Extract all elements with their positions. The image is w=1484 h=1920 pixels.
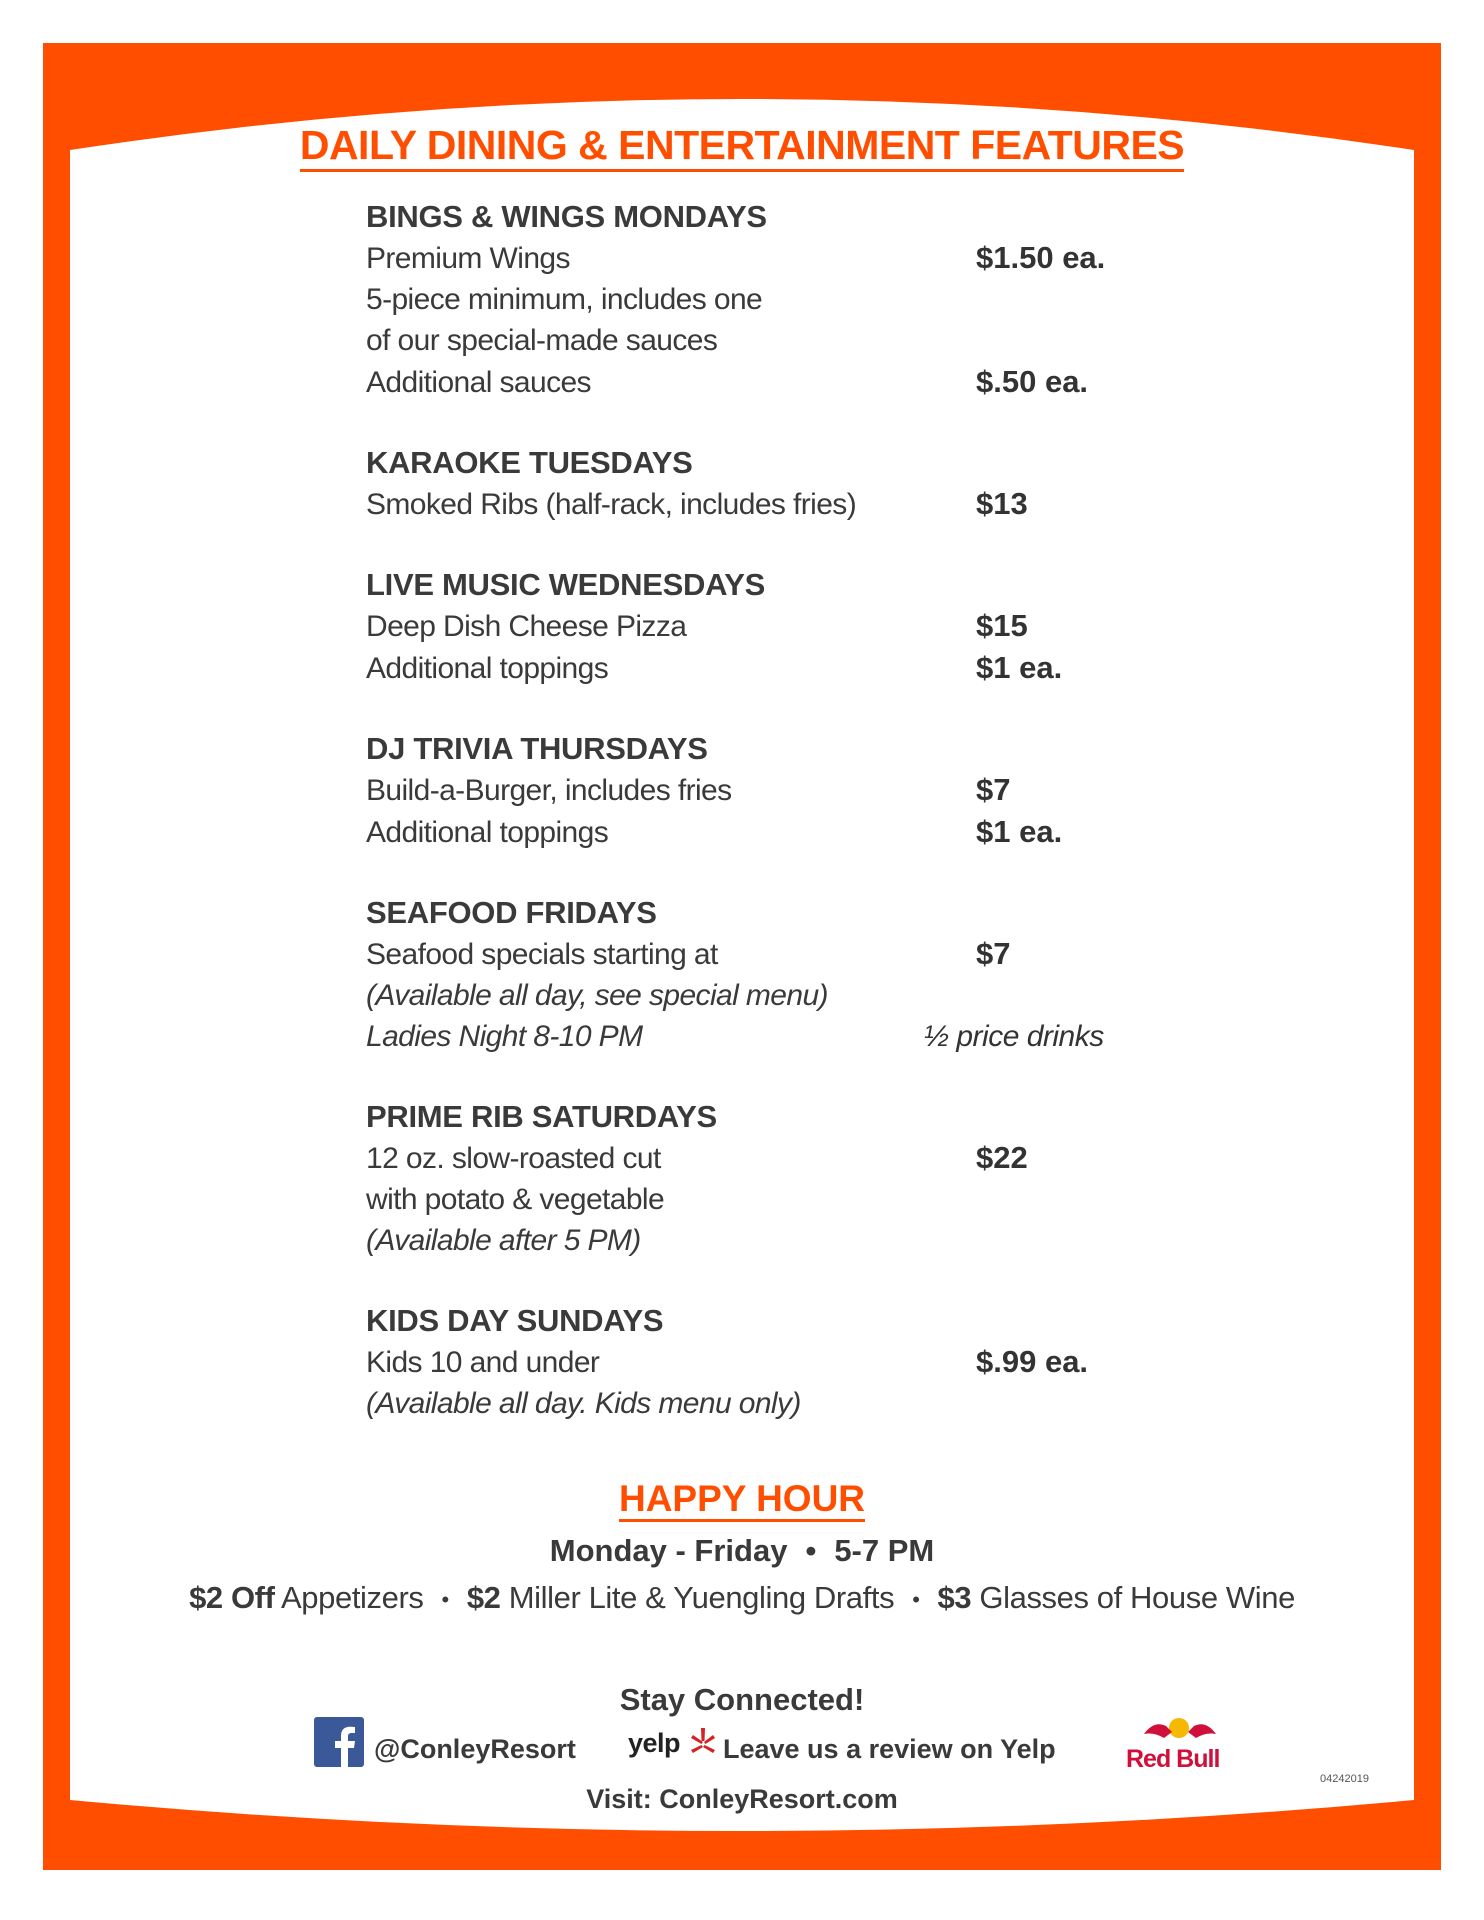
menu-item: Additional toppings (366, 652, 609, 685)
menu-row (366, 605, 1126, 647)
menu-row (366, 320, 1126, 361)
menu-item: (Available after 5 PM) (366, 1224, 641, 1257)
section-title: KIDS DAY SUNDAYS (366, 1303, 664, 1338)
menu-item: Smoked Ribs (half-rack, includes fries) (366, 488, 857, 521)
menu-item: (Available all day. Kids menu only) (366, 1387, 801, 1420)
happy-hour-schedule (0, 1533, 1484, 1569)
menu-price: $7 (976, 936, 1011, 971)
menu-row (366, 933, 1126, 975)
menu-row (366, 237, 1126, 279)
menu-price: $7 (976, 772, 1011, 807)
menu-row (366, 1137, 1126, 1179)
menu-row (366, 647, 1126, 689)
menu-price: $22 (976, 1140, 1028, 1175)
menu-section (366, 197, 1126, 403)
menu-row (366, 1179, 1126, 1220)
menu-item: Seafood specials starting at (366, 938, 718, 971)
happy-hour-deals (0, 1580, 1484, 1616)
deal-text: Glasses of House Wine (971, 1580, 1295, 1615)
menu-row (366, 361, 1126, 403)
menu-price: $1.50 ea. (976, 240, 1106, 275)
menu-section (366, 893, 1126, 1057)
section-title: DJ TRIVIA THURSDAYS (366, 731, 708, 766)
section-title: SEAFOOD FRIDAYS (366, 895, 657, 930)
section-title: KARAOKE TUESDAYS (366, 445, 693, 480)
section-title: LIVE MUSIC WEDNESDAYS (366, 567, 766, 602)
happy-hour-days: Monday - Friday (549, 1533, 788, 1568)
menu-section (366, 443, 1126, 525)
menu-row (366, 483, 1126, 525)
menu-price: $1 ea. (976, 814, 1063, 849)
section-title: PRIME RIB SATURDAYS (366, 1099, 717, 1134)
facebook-icon[interactable] (314, 1717, 364, 1767)
menu-price: $13 (976, 486, 1028, 521)
deal-separator: • (912, 1586, 920, 1612)
deal-text: Appetizers (274, 1580, 424, 1615)
facebook-handle[interactable]: @ConleyResort (374, 1734, 576, 1764)
deal-price: $3 (937, 1580, 972, 1615)
deal-price: $2 (466, 1580, 501, 1615)
menu-item: Additional sauces (366, 366, 591, 399)
happy-hour-time: 5-7 PM (834, 1533, 935, 1568)
menu-item: Kids 10 and under (366, 1346, 600, 1379)
menu-row (366, 1383, 1126, 1424)
menu-section (366, 1301, 1126, 1424)
deal-separator: • (441, 1586, 449, 1612)
page-title: DAILY DINING & ENTERTAINMENT FEATURES (0, 122, 1484, 169)
menu-price: $.50 ea. (976, 364, 1089, 399)
menu-item: Ladies Night 8-10 PM (366, 1020, 643, 1053)
menu-item: 12 oz. slow-roasted cut (366, 1142, 661, 1175)
menu-row (366, 279, 1126, 320)
menu-row (366, 975, 1126, 1016)
yelp-review-link[interactable]: Leave us a review on Yelp (723, 1734, 1056, 1764)
menu-item: of our special-made sauces (366, 324, 718, 357)
menu-item: (Available all day, see special menu) (366, 979, 828, 1012)
menu-price: $15 (976, 608, 1028, 643)
menu-row (366, 1341, 1126, 1383)
happy-hour-title: HAPPY HOUR (0, 1478, 1484, 1520)
deal-price: $2 Off (189, 1580, 275, 1615)
menu-item: Build-a-Burger, includes fries (366, 774, 732, 807)
menu-list (366, 197, 1126, 1464)
yelp-burst-icon (688, 1726, 718, 1760)
menu-item: Deep Dish Cheese Pizza (366, 610, 687, 643)
menu-row (366, 769, 1126, 811)
menu-price: $1 ea. (976, 650, 1063, 685)
website-link[interactable]: Visit: ConleyResort.com (586, 1784, 898, 1814)
menu-price: $.99 ea. (976, 1344, 1089, 1379)
separator-dot: • (805, 1533, 817, 1568)
menu-item: Additional toppings (366, 816, 609, 849)
yelp-logo-text[interactable]: yelp (628, 1728, 681, 1758)
deal-text: Miller Lite & Yuengling Drafts (500, 1580, 895, 1615)
menu-row (366, 1220, 1126, 1261)
red-bull-logo-text: Red Bull (1126, 1745, 1220, 1773)
menu-section (366, 729, 1126, 853)
menu-section (366, 565, 1126, 689)
document-code: 04242019 (1320, 1773, 1369, 1785)
menu-item: 5-piece minimum, includes one (366, 283, 763, 316)
menu-price: ½ price drinks (924, 1020, 1104, 1053)
menu-item: with potato & vegetable (366, 1183, 665, 1216)
menu-section (366, 1097, 1126, 1261)
menu-row (366, 811, 1126, 853)
menu-row (366, 1016, 1126, 1057)
section-title: BINGS & WINGS MONDAYS (366, 199, 767, 234)
menu-item: Premium Wings (366, 242, 570, 275)
stay-connected-heading: Stay Connected! (619, 1682, 865, 1717)
